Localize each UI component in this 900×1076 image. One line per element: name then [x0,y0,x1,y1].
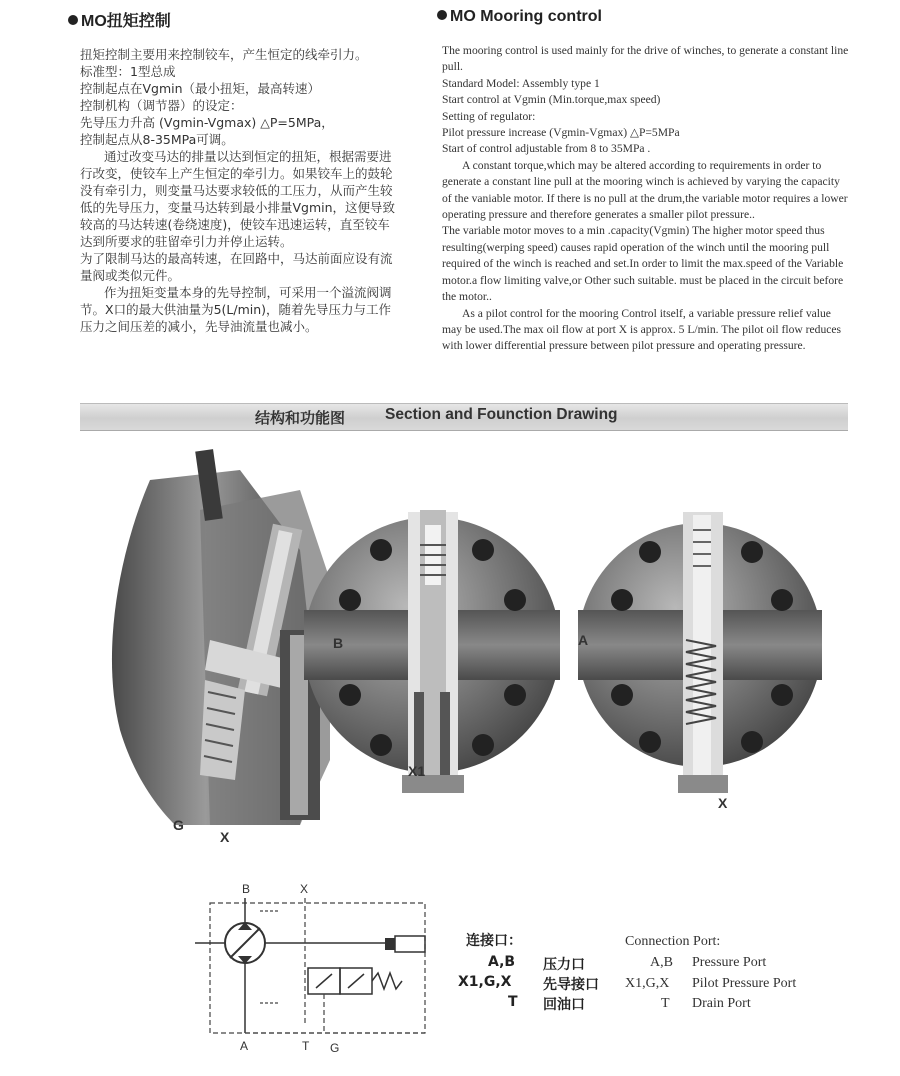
legend-port-en-1: X1,G,X [625,976,670,991]
en-para-4: Pilot pressure increase (Vgmin-Vgmax) △P=5MPa [442,126,680,140]
en-para-7: The variable motor moves to a min .capacity(Vgmin) The higher motor speed thus resulting(werping speed) causes rapid operation of the winch until the mooring pull required of the winch is reached and set.In order to limit the max.speed of the Variable motor.a flow limiting valve,or Other such suitable. must be placed in the circuit before the motor.. [442,224,844,304]
heading-en-text: MO Mooring control [450,8,602,25]
drawing-label-x1: X1 [408,763,426,779]
legend-cn-2: 回油口 [543,997,585,1013]
legend-port-en-0: A,B [650,955,673,970]
legend-en-0: Pressure Port [692,955,767,970]
legend-cn-1: 先导接口 [543,977,599,993]
cn-para-1: 标准型：1型总成 [80,64,176,79]
en-description [442,43,852,355]
heading-cn-text: MO扭矩控制 [81,13,171,30]
legend-port-1: X1,G,X [458,974,512,990]
cn-para-2: 控制起点在Vgmin（最小扭矩，最高转速） [80,81,321,96]
variable-arrow [230,928,260,958]
cn-para-7: 为了限制马达的最高转速，在回路中，马达前面应设有流量阀或类似元件。 [80,251,393,283]
legend-en-1: Pilot Pressure Port [692,976,797,991]
schematic-label-g: G [330,1041,340,1055]
en-para-3: Setting of regulator: [442,109,536,123]
schematic-label-t: T [302,1039,310,1053]
section-drawing [0,430,900,870]
drawing-label-a: A [578,632,589,648]
en-para-8: As a pilot control for the mooring Control itself, a variable pressure relief value may be used.The max oil flow at port X is approx. 5 L/min. The pilot oil flow reduces with lower differential pressure between pilot pressure and operating pressure. [442,306,842,353]
cn-description [80,46,400,335]
en-para-5: Start of control adjustable from 8 to 35MPa . [442,142,651,156]
legend-title-cn: 连接口： [466,933,522,949]
bullet-icon [437,10,447,20]
legend-cn-0: 压力口 [543,957,585,973]
legend-port-0: A,B [488,954,516,970]
en-para-2: Start control at Vgmin (Min.torque,max speed) [442,93,661,107]
cn-para-4: 先导压力升高 (Vgmin-Vgmax) △P=5MPa， [80,115,334,130]
schematic-label-a: A [240,1039,249,1053]
motor-section-left [112,449,330,825]
banner-title-en: Section and Founction Drawing [385,406,618,423]
drawing-label-g: G [173,817,184,833]
motor-section-right [578,512,822,793]
bullet-icon [68,15,78,25]
cn-para-3: 控制机构（调节器）的设定： [80,98,243,113]
legend-port-2: T [508,994,518,1010]
schematic-label-x: X [300,882,309,896]
drawing-label-x-left: X [220,829,230,845]
legend-en-2: Drain Port [692,996,751,1011]
schematic-label-b: B [242,882,251,896]
spring-symbol [372,973,402,989]
legend-port-en-2: T [661,996,670,1011]
hydraulic-schematic [190,878,450,1058]
drawing-label-b: B [333,635,344,651]
cn-para-5: 控制起点从8-35MPa可调。 [80,132,234,147]
legend-title-en: Connection Port: [625,934,721,949]
banner-title-cn: 结构和功能图 [255,409,346,427]
drawing-label-x-right: X [718,795,728,811]
heading-cn [68,8,171,31]
cn-para-0: 扭矩控制主要用来控制铰车，产生恒定的线牵引力。 [80,47,368,62]
cn-para-6: 通过改变马达的排量以达到恒定的扭矩，根据需要进行改变，使铰车上产生恒定的牵引力。如果铰车上的鼓轮没有牵引力，则变量马达要求较低的工压力，从而产生较低的先导压力，变量马达转到最小排量Vgmin，这便导致较高的马达转速(卷绕速度)，使铰车迅速运转，直至铰车达到所要求的驻留牵引力并停止运转。 [80,149,396,249]
en-para-0: The mooring control is used mainly for the drive of winches, to generate a constant line pull. [442,44,849,74]
heading-en [437,8,602,26]
en-para-6: A constant torque,which may be altered according to requirements in order to generate a constant line pull at the mooring winch is achieved by varying the capacity of the vaniable motor. If there is no pull at the drum,the variable motor requires a lower operating pressure and therefore generates a smaller pilot pressure.. [442,158,848,222]
en-para-1: Standard Model: Assembly type 1 [442,76,600,90]
cn-para-8: 作为扭矩变量本身的先导控制，可采用一个溢流阀调节。X口的最大供油量为5(L/min)，随着先导压力与工作压力之间压差的减小，先导油流量也减小。 [80,285,392,334]
motor-section-middle [304,510,560,793]
pilot-cylinder [395,936,425,952]
